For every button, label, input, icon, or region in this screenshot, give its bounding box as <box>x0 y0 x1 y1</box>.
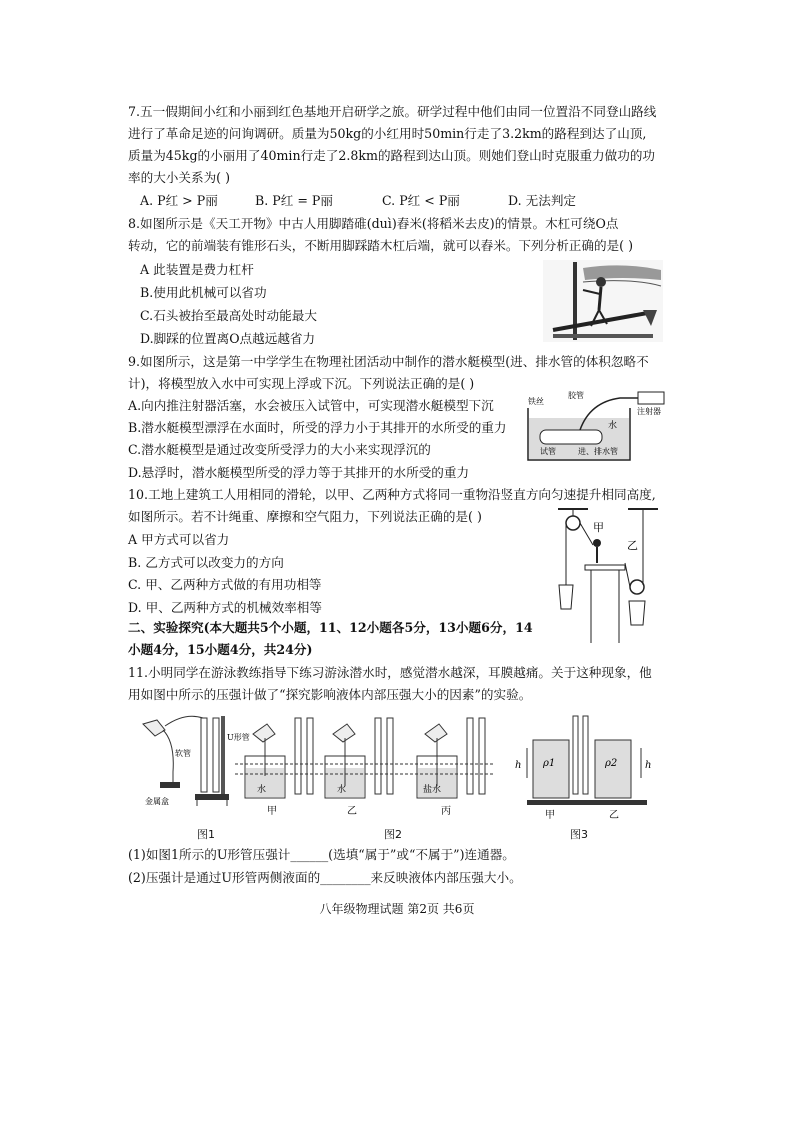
figure-3 <box>515 716 651 821</box>
figure-2-b <box>325 718 393 817</box>
q7-option-c: C. P红 < P丽 <box>382 193 460 208</box>
figure-2-a <box>245 718 313 817</box>
q9-option-c: C.潜水艇模型是通过改变所受浮力的大小来实现浮沉的 <box>128 442 431 457</box>
q10-line-2: 如图所示。若不计绳重、摩擦和空气阻力，下列说法正确的是( ) <box>128 509 482 524</box>
q8-line-2: 转动，它的前端装有锥形石头，不断用脚踩踏木杠后端，就可以舂米。下列分析正确的是( ) <box>128 238 633 253</box>
q8-option-c: C.石头被抬至最高处时动能最大 <box>140 308 317 323</box>
q10-option-c: C. 甲、乙两种方式做的有用功相等 <box>128 577 322 592</box>
fig3-label-h-left: h <box>515 760 522 771</box>
fig2-label-bing: 丙 <box>441 806 451 817</box>
q10-option-b: B. 乙方式可以改变力的方向 <box>128 555 284 570</box>
fig3-label-rho1: ρ1 <box>543 758 556 769</box>
pulley-methods-diagram <box>553 505 663 645</box>
q11-line-2: 用如图中所示的压强计做了“探究影响液体内部压强大小的因素”的实验。 <box>128 687 532 702</box>
figure-2-c <box>417 718 485 817</box>
fig3-label-yi: 乙 <box>609 810 619 821</box>
q9-option-b: B.潜水艇模型漂浮在水面时，所受的浮力小于其排开的水所受的重力 <box>128 420 507 435</box>
fig1-label-probe: 金属盒 <box>145 797 169 806</box>
fig1-label-utube: U形管 <box>227 733 250 742</box>
page-footer: 八年级物理试题 第2页 共6页 <box>319 902 475 916</box>
caption-figure-2: 图2 <box>384 828 402 841</box>
pressure-gauge-figures <box>135 712 665 827</box>
q7-option-a: A. P红 > P丽 <box>140 193 218 208</box>
q10-option-d: D. 甲、乙两种方式的机械效率相等 <box>128 600 322 615</box>
q9-line-2: 计)，将模型放入水中可实现上浮或下沉。下列说法正确的是( ) <box>128 376 475 391</box>
fig9-label-wire: 铁丝 <box>528 397 544 406</box>
fig3-label-rho2: ρ2 <box>605 758 618 769</box>
section-2-line-1: 二、实验探究(本大题共5个小题，11、12小题各5分，13小题6分，14 <box>128 620 533 635</box>
q10-line-1: 10.工地上建筑工人用相同的滑轮，以甲、乙两种方式将同一重物沿竖直方向匀速提升相同高度, <box>128 487 656 502</box>
q10-option-a: A 甲方式可以省力 <box>128 532 230 547</box>
fig9-label-tube: 试管 <box>540 447 556 456</box>
q11-line-1: 11.小明同学在游泳教练指导下练习游泳潜水时，感觉潜水越深，耳膜越痛。关于这种现象，他 <box>128 665 652 680</box>
section-2-line-2: 小题4分，15小题4分，共24分) <box>128 642 313 657</box>
q11-sub-2: (2)压强计是通过U形管两侧液面的________来反映液体内部压强大小。 <box>128 870 522 885</box>
q7-line-1: 7.五一假期间小红和小丽到红色基地开启研学之旅。研学过程中他们由同一位置沿不同登山路线 <box>128 104 657 119</box>
q7-line-2: 进行了革命足迹的问询调研。质量为50kg的小红用时50min行走了3.2km的路程到达了山顶, <box>128 126 647 141</box>
q8-option-a: A 此装置是费力杠杆 <box>140 262 254 277</box>
fig9-label-pipe: 进、排水管 <box>578 447 618 456</box>
submarine-model-diagram <box>520 388 670 463</box>
fig9-label-hose: 胶管 <box>568 391 584 400</box>
q9-option-d: D.悬浮时，潜水艇模型所受的浮力等于其排开的水所受的重力 <box>128 465 470 480</box>
fig9-label-water: 水 <box>608 421 618 431</box>
caption-figure-3: 图3 <box>570 828 588 841</box>
q9-option-a: A.向内推注射器活塞，水会被压入试管中，可实现潜水艇模型下沉 <box>128 398 494 413</box>
fig2-label-water-a: 水 <box>257 785 267 795</box>
fig10-label-jia: 甲 <box>593 521 604 534</box>
q8-line-1: 8.如图所示是《天工开物》中古人用脚踏碓(duì)舂米(将稻米去皮)的情景。木杠可绕O点 <box>128 216 619 231</box>
q8-option-b: B.使用此机械可以省功 <box>140 285 267 300</box>
fig2-label-jia: 甲 <box>267 806 277 817</box>
treadle-pestle-illustration <box>543 260 663 342</box>
fig2-label-yi: 乙 <box>347 806 357 817</box>
fig3-label-jia: 甲 <box>545 810 555 821</box>
fig2-label-saltwater: 盐水 <box>423 785 442 795</box>
caption-figure-1: 图1 <box>197 828 215 841</box>
fig3-label-h-right: h <box>645 760 652 771</box>
q7-line-4: 率的大小关系为( ) <box>128 170 230 185</box>
q7-option-b: B. P红 = P丽 <box>255 193 333 208</box>
q11-sub-1: (1)如图1所示的U形管压强计______(选填“属于”或“不属于”)连通器。 <box>128 847 515 862</box>
fig1-label-hose: 软管 <box>175 749 191 758</box>
fig2-label-water-b: 水 <box>337 785 347 795</box>
q7-option-d: D. 无法判定 <box>508 193 577 208</box>
q8-option-d: D.脚踩的位置离O点越远越省力 <box>140 331 316 346</box>
figure-1-u-tube <box>143 716 250 806</box>
fig9-label-syringe: 注射器 <box>637 407 661 416</box>
fig10-label-yi: 乙 <box>627 539 638 552</box>
q7-line-3: 质量为45kg的小丽用了40min行走了2.8km的路程到达山顶。则她们登山时克服重力做功的功 <box>128 148 656 163</box>
q9-line-1: 9.如图所示，这是第一中学学生在物理社团活动中制作的潜水艇模型(进、排水管的体积忽略不 <box>128 354 649 369</box>
